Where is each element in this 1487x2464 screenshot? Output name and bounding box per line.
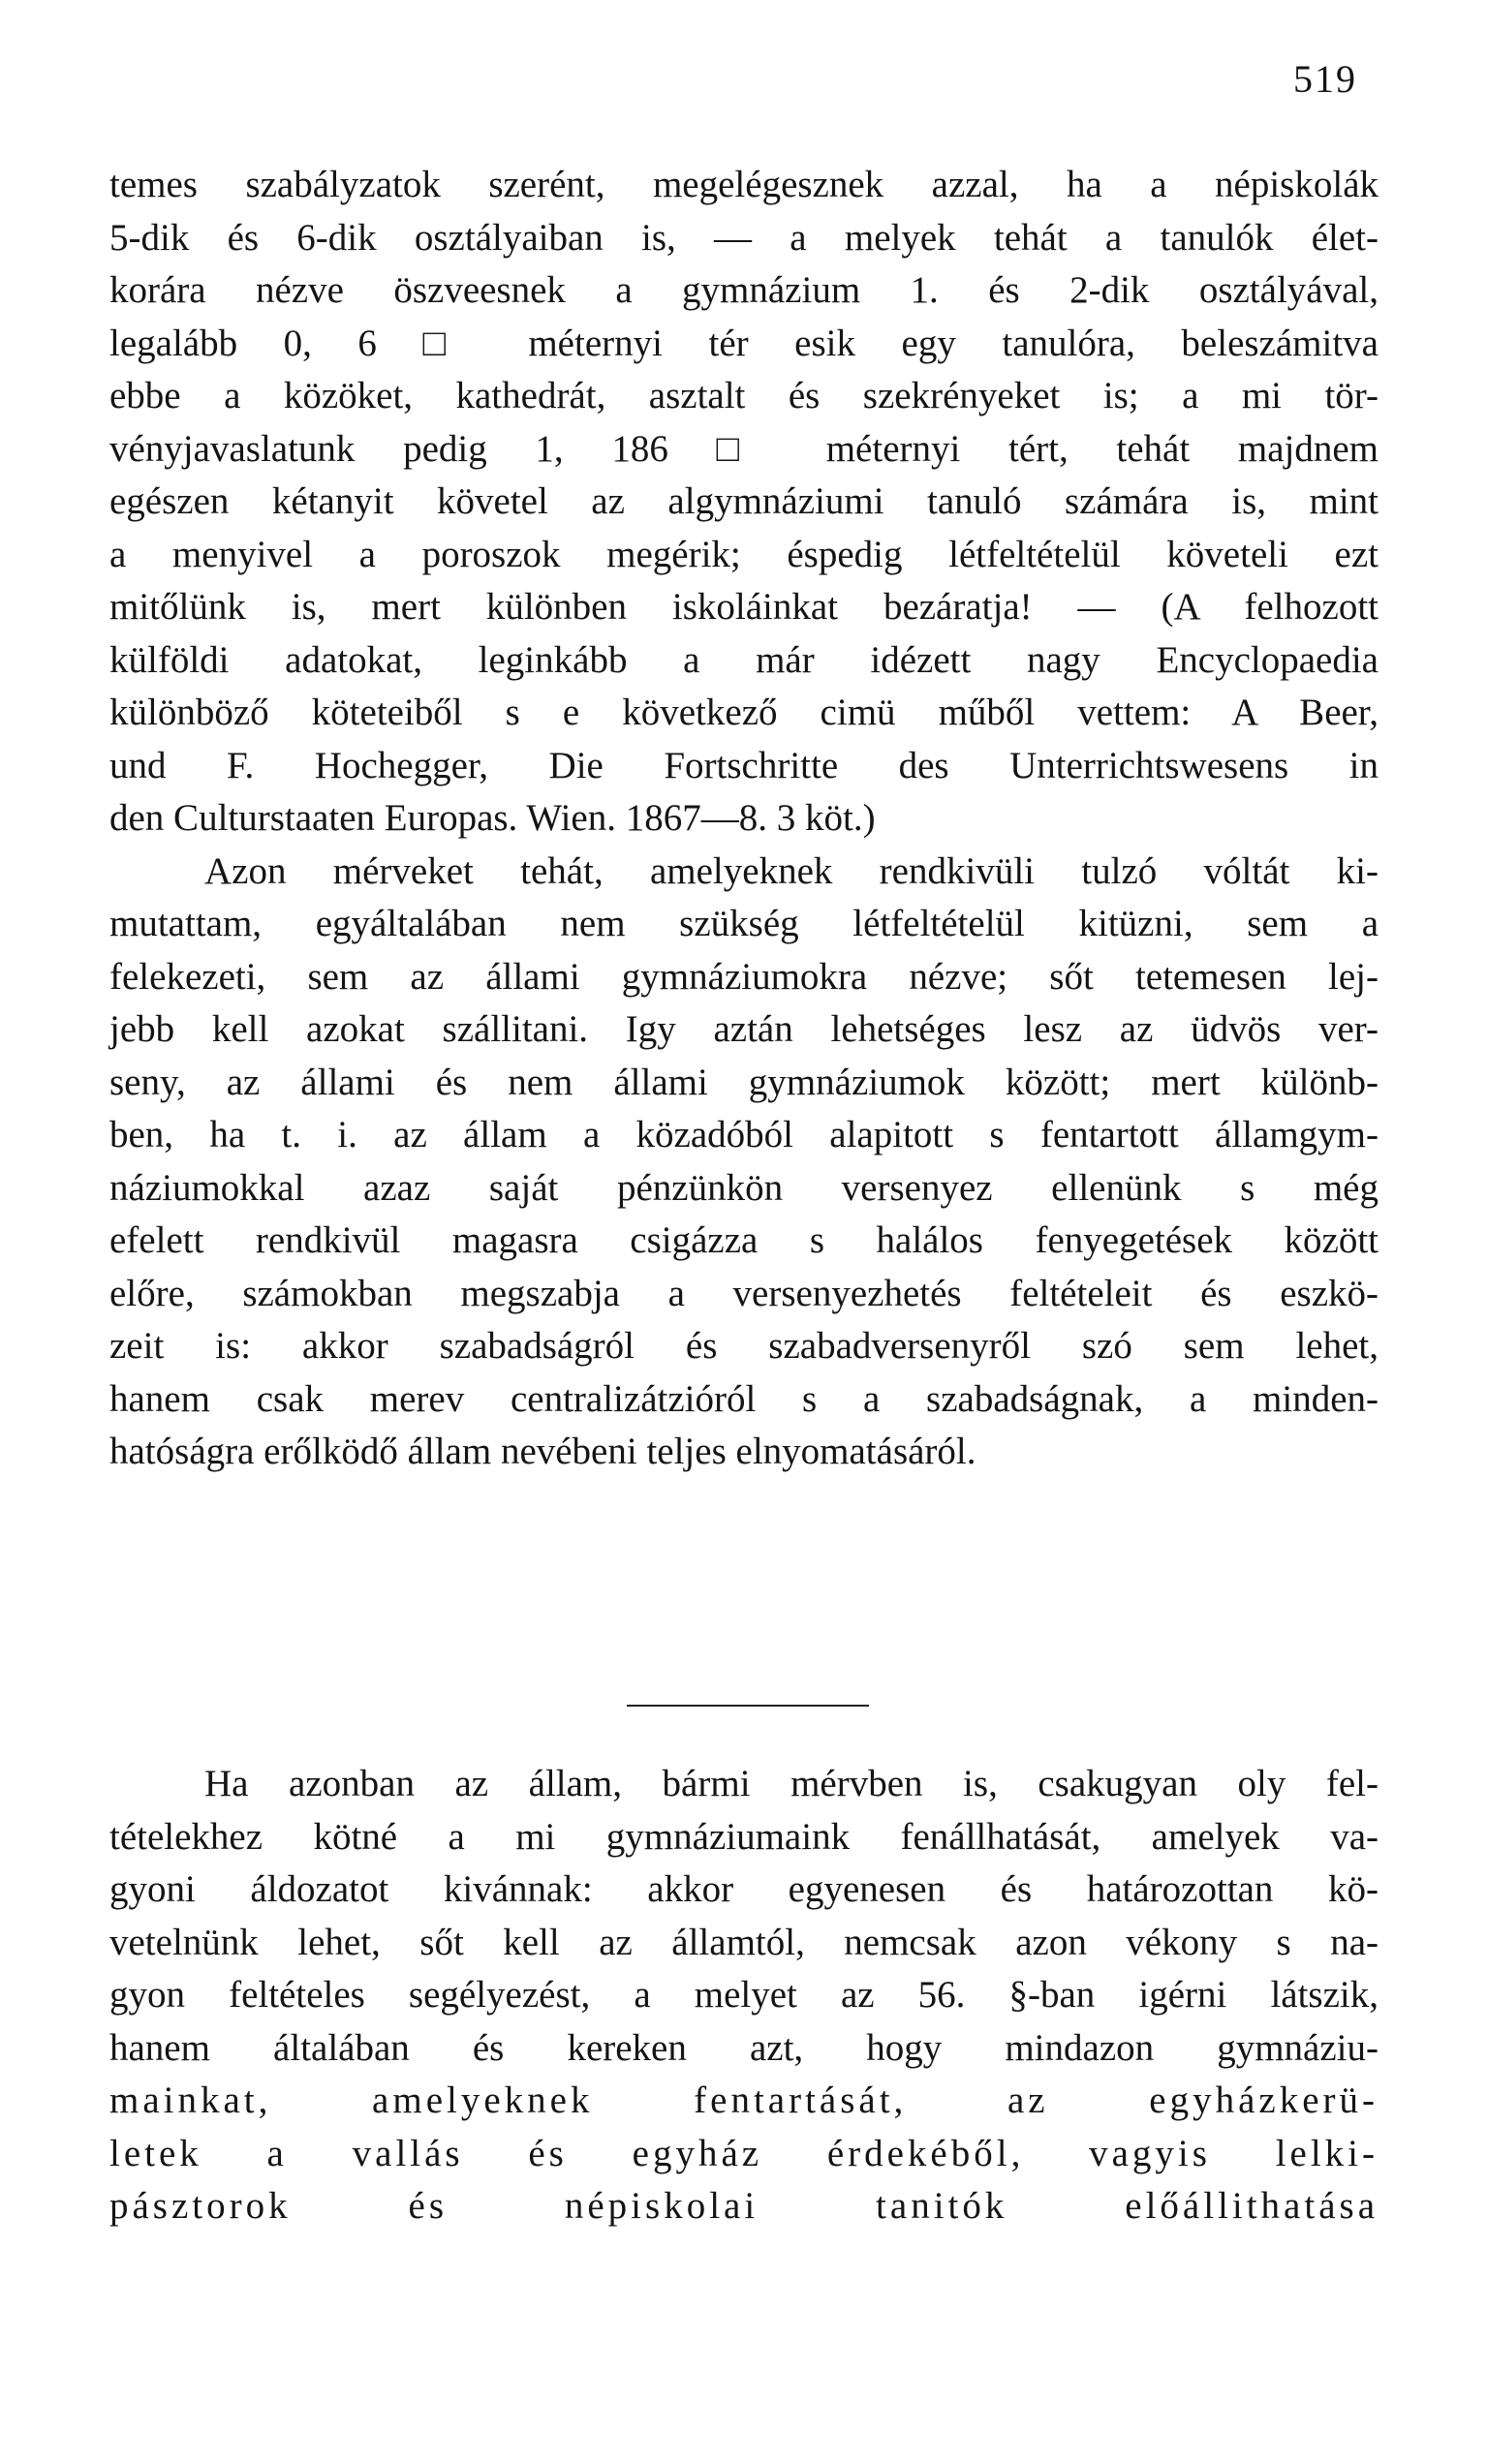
text-line: korára nézve öszveesnek a gymnázium 1. és 2-dik osztályával, bbox=[109, 269, 1379, 311]
text-line: 5-dik és 6-dik osztályaiban is, — a melyek tehát a tanulók élet- bbox=[109, 216, 1379, 259]
text-line: felekezeti, sem az állami gymnáziumokra nézve; sőt tetemesen lej- bbox=[109, 955, 1379, 998]
text-line: különböző köteteiből s e következő cimü műből vettem: A Beer, bbox=[109, 692, 1379, 733]
text-line: temes szabályzatok szerént, megelégesznek azzal, ha a népiskolák bbox=[109, 164, 1379, 205]
text-line: ebbe a közöket, kathedrát, asztalt és szekrényeket is; a mi tör- bbox=[109, 375, 1379, 416]
page-number: 519 bbox=[1293, 57, 1357, 101]
text-line: efelett rendkivül magasra csigázza s halálos fenyegetések között bbox=[109, 1219, 1379, 1261]
text-line: tételekhez kötné a mi gymnáziumaink fenállhatását, amelyek va- bbox=[109, 1815, 1379, 1858]
text-line: ben, ha t. i. az állam a közadóból alapitott s fentartott államgym- bbox=[109, 1114, 1379, 1155]
text-line: seny, az állami és nem állami gymnáziumok között; mert különb- bbox=[109, 1061, 1379, 1103]
text-line: und F. Hochegger, Die Fortschritte des Unterrichtswesens in bbox=[109, 744, 1379, 786]
main-text-block bbox=[109, 159, 1379, 1479]
text-line: hanem csak merev centralizátzióról s a szabadságnak, a minden- bbox=[109, 1377, 1379, 1420]
text-line: hanem általában és kereken azt, hogy mindazon gymnáziu- bbox=[109, 2026, 1379, 2069]
text-line: legalább 0, 6 □ méternyi tér esik egy tanulóra, beleszámitva bbox=[109, 322, 1379, 364]
text-line: mutattam, egyáltalában nem szükség létfeltételül kitüzni, sem a bbox=[109, 903, 1379, 944]
text-line: zeit is: akkor szabadságról és szabadversenyről szó sem lehet, bbox=[109, 1325, 1379, 1367]
text-line: külföldi adatokat, leginkább a már idézett nagy Encyclopaedia bbox=[109, 638, 1379, 681]
text-line: gyon feltételes segélyezést, a melyet az 56. §-ban igérni látszik, bbox=[109, 1974, 1379, 2016]
text-line: gyoni áldozatot kivánnak: akkor egyenesen és határozottan kö- bbox=[109, 1868, 1379, 1910]
section-divider bbox=[627, 1705, 869, 1707]
text-line: előre, számokban megszabja a versenyezhetés feltételeit és eszkö- bbox=[109, 1272, 1379, 1314]
text-line: pásztorok és népiskolai tanitók előállithatása bbox=[109, 2185, 1379, 2227]
second-text-block bbox=[109, 1758, 1379, 2233]
text-line: vetelnünk lehet, sőt kell az államtól, nemcsak azon vékony s na- bbox=[109, 1921, 1379, 1963]
text-line: náziumokkal azaz saját pénzünkön versenyez ellenünk s még bbox=[109, 1166, 1379, 1209]
text-line: a menyivel a poroszok megérik; éspedig létfeltételül követeli ezt bbox=[109, 533, 1379, 575]
text-line: mainkat, amelyeknek fentartását, az egyházkerü- bbox=[109, 2079, 1379, 2121]
text-line: den Culturstaaten Europas. Wien. 1867—8. 3 köt.) bbox=[109, 797, 876, 839]
text-line: vényjavaslatunk pedig 1, 186 □ méternyi tért, tehát majdnem bbox=[109, 427, 1379, 470]
text-line: hatóságra erőlködő állam nevébeni teljes elnyomatásáról. bbox=[109, 1431, 976, 1472]
text-line: jebb kell azokat szállitani. Igy aztán lehetséges lesz az üdvös ver- bbox=[109, 1008, 1379, 1050]
text-line: egészen kétanyit követel az algymnáziumi tanuló számára is, mint bbox=[109, 480, 1379, 522]
paragraph-start-line: Ha azonban az állam, bármi mérvben is, csakugyan oly fel- bbox=[204, 1763, 1379, 1804]
paragraph-start-line: Azon mérveket tehát, amelyeknek rendkivüli tulzó vóltát ki- bbox=[204, 849, 1379, 892]
text-line: mitőlünk is, mert különben iskoláinkat bezáratja! — (A felhozott bbox=[109, 586, 1379, 628]
text-line: letek a vallás és egyház érdekéből, vagyis lelki- bbox=[109, 2132, 1379, 2174]
